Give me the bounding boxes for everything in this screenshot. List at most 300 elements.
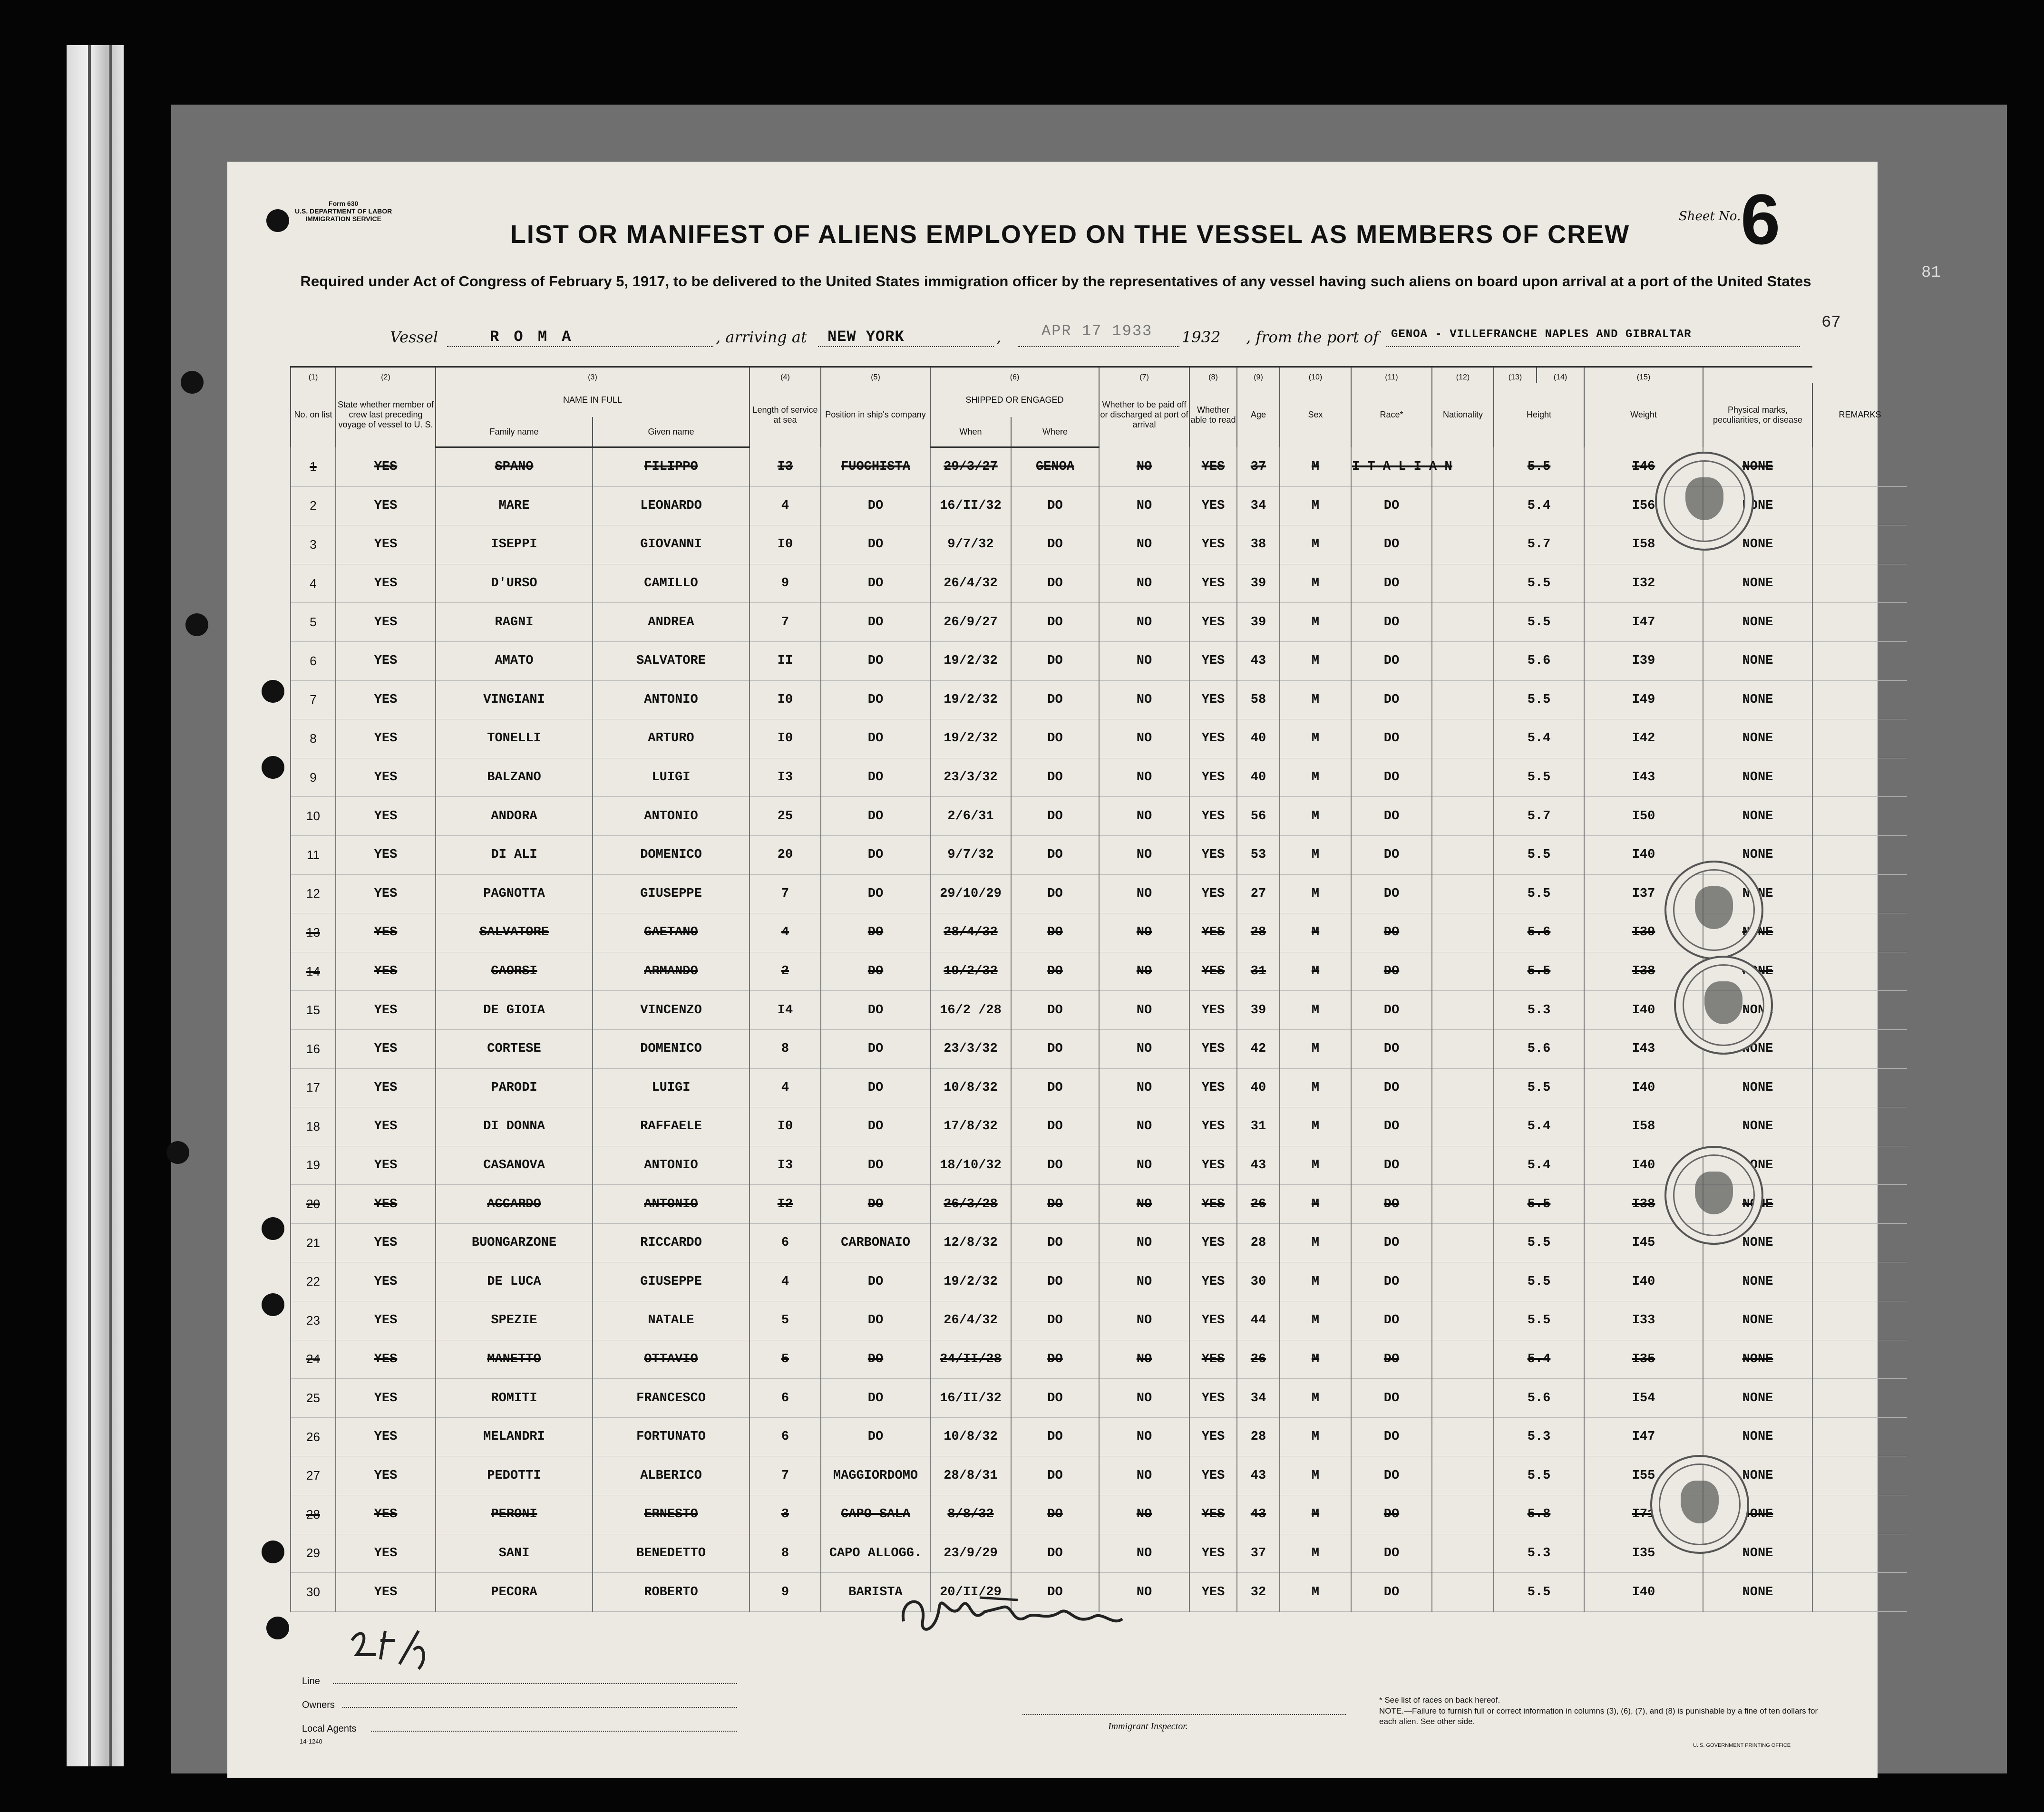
cell-height: 5.5 [1494,1301,1584,1340]
date-separator: , [996,328,1002,346]
cell-given-name: SALVATORE [593,641,749,680]
cell-paid-off: NO [1099,797,1189,836]
cell-length-of-service: I0 [749,719,821,758]
cell-given-name: GIUSEPPE [593,874,749,913]
cell-nationality [1432,1534,1494,1573]
cell-race: I T A L I A N [1351,447,1432,487]
cell-paid-off: NO [1099,719,1189,758]
cell-physical-marks: NONE [1703,1495,1812,1534]
cell-previous-voyage: YES [336,1534,436,1573]
cell-shipped-when: 16/2 /28 [930,991,1011,1030]
punch-hole [262,680,284,703]
cell-shipped-when: 9/7/32 [930,835,1011,874]
header-height: Height [1494,383,1584,447]
cell-nationality [1432,1146,1494,1185]
cell-shipped-when: 26/9/27 [930,603,1011,642]
cell-family-name: AMATO [436,641,593,680]
cell-list-number: 10 [291,797,336,836]
cell-paid-off: NO [1099,1223,1189,1262]
cell-position: DO [821,991,930,1030]
cell-race: DO [1351,1379,1432,1418]
cell-previous-voyage: YES [336,1068,436,1107]
header-age: Age [1237,383,1280,447]
cell-age: 43 [1237,641,1280,680]
col-num-14: (14) [1537,367,1584,383]
cell-given-name: ARTURO [593,719,749,758]
cell-shipped-when: 19/2/32 [930,1262,1011,1301]
cell-list-number: 4 [291,564,336,603]
cell-shipped-where: DO [1011,1417,1099,1456]
cell-given-name: ANTONIO [593,1185,749,1224]
cell-remarks [1812,952,1907,991]
punch-hole [266,209,289,232]
cell-family-name: MARE [436,486,593,525]
cell-race: DO [1351,525,1432,564]
cell-list-number: 8 [291,719,336,758]
cell-physical-marks: NONE [1703,1146,1812,1185]
cell-paid-off: NO [1099,952,1189,991]
cell-length-of-service: 6 [749,1417,821,1456]
cell-previous-voyage: YES [336,525,436,564]
cell-race: DO [1351,641,1432,680]
cell-weight: I32 [1584,564,1703,603]
cell-given-name: ANTONIO [593,680,749,719]
cell-physical-marks: NONE [1703,564,1812,603]
cell-shipped-when: 16/II/32 [930,486,1011,525]
cell-shipped-when: 23/3/32 [930,1029,1011,1068]
table-row [291,525,1907,564]
cell-able-to-read: YES [1189,1573,1237,1612]
cell-sex: M [1280,680,1351,719]
cell-able-to-read: YES [1189,1534,1237,1573]
cell-weight: I39 [1584,641,1703,680]
cell-position: DO [821,874,930,913]
cell-position: DO [821,1146,930,1185]
cell-weight: I40 [1584,991,1703,1030]
cell-previous-voyage: YES [336,719,436,758]
cell-previous-voyage: YES [336,1573,436,1612]
cell-paid-off: NO [1099,564,1189,603]
cell-previous-voyage: YES [336,1495,436,1534]
cell-physical-marks: NONE [1703,952,1812,991]
cell-previous-voyage: YES [336,952,436,991]
cell-family-name: DI DONNA [436,1107,593,1146]
cell-given-name: RICCARDO [593,1223,749,1262]
cell-race: DO [1351,1340,1432,1379]
cell-position: MAGGIORDOMO [821,1456,930,1495]
cell-nationality [1432,1068,1494,1107]
cell-shipped-when: 26/4/32 [930,564,1011,603]
table-row [291,1301,1907,1340]
departure-ports: GENOA - VILLEFRANCHE NAPLES AND GIBRALTAR [1391,328,1692,341]
cell-race: DO [1351,758,1432,797]
cell-shipped-where: DO [1011,1068,1099,1107]
owners-dotted [342,1707,737,1708]
cell-race: DO [1351,1029,1432,1068]
cell-sex: M [1280,1262,1351,1301]
cell-list-number: 28 [291,1495,336,1534]
cell-shipped-where: DO [1011,525,1099,564]
cell-physical-marks: NONE [1703,641,1812,680]
cell-family-name: CAORSI [436,952,593,991]
cell-physical-marks: NONE [1703,486,1812,525]
cell-paid-off: NO [1099,1262,1189,1301]
cell-height: 5.5 [1494,835,1584,874]
cell-nationality [1432,525,1494,564]
cell-family-name: ISEPPI [436,525,593,564]
cell-age: 44 [1237,1301,1280,1340]
cell-length-of-service: 25 [749,797,821,836]
cell-nationality [1432,719,1494,758]
cell-nationality [1432,1107,1494,1146]
header-previous-voyage: State whether member of crew last preceding voyage of vessel to U. S. [336,383,436,447]
cell-age: 28 [1237,913,1280,952]
cell-race: DO [1351,1534,1432,1573]
cell-family-name: SALVATORE [436,913,593,952]
table-row [291,1146,1907,1185]
cell-race: DO [1351,1262,1432,1301]
cell-remarks [1812,1223,1907,1262]
cell-previous-voyage: YES [336,1417,436,1456]
cell-height: 5.4 [1494,1340,1584,1379]
cell-race: DO [1351,991,1432,1030]
cell-shipped-when: 9/7/32 [930,525,1011,564]
cell-given-name: VINCENZO [593,991,749,1030]
cell-remarks [1812,1573,1907,1612]
cell-remarks [1812,1185,1907,1224]
cell-nationality [1432,1301,1494,1340]
cell-height: 5.4 [1494,719,1584,758]
cell-shipped-where: DO [1011,797,1099,836]
cell-previous-voyage: YES [336,486,436,525]
cell-sex: M [1280,564,1351,603]
cell-position: DO [821,486,930,525]
cell-shipped-where: DO [1011,1573,1099,1612]
cell-weight: I47 [1584,1417,1703,1456]
cell-family-name: SPANO [436,447,593,487]
cell-family-name: PAGNOTTA [436,874,593,913]
cell-given-name: ANDREA [593,603,749,642]
cell-sex: M [1280,1573,1351,1612]
cell-able-to-read: YES [1189,1029,1237,1068]
cell-given-name: OTTAVIO [593,1340,749,1379]
cell-race: DO [1351,1068,1432,1107]
cell-race: DO [1351,603,1432,642]
line-count-handwriting [342,1621,438,1678]
cell-sex: M [1280,1301,1351,1340]
line-dotted [333,1683,737,1684]
cell-weight: I38 [1584,1185,1703,1224]
cell-position: DO [821,1068,930,1107]
cell-position: DO [821,952,930,991]
cell-previous-voyage: YES [336,797,436,836]
cell-previous-voyage: YES [336,447,436,487]
cell-sex: M [1280,991,1351,1030]
cell-age: 40 [1237,1068,1280,1107]
cell-length-of-service: II [749,641,821,680]
cell-height: 5.5 [1494,447,1584,487]
cell-position: DO [821,1301,930,1340]
cell-length-of-service: 7 [749,1456,821,1495]
cell-nationality [1432,1262,1494,1301]
cell-family-name: D'URSO [436,564,593,603]
cell-shipped-when: 23/3/32 [930,758,1011,797]
vessel-name: R O M A [490,328,574,346]
cell-nationality [1432,1573,1494,1612]
cell-position: CARBONAIO [821,1223,930,1262]
cell-age: 37 [1237,447,1280,487]
cell-given-name: ANTONIO [593,1146,749,1185]
cell-sex: M [1280,835,1351,874]
cell-remarks [1812,1107,1907,1146]
cell-shipped-when: 2/6/31 [930,797,1011,836]
cell-previous-voyage: YES [336,1262,436,1301]
cell-race: DO [1351,952,1432,991]
crew-rows [291,447,1907,1612]
cell-family-name: DE GIOIA [436,991,593,1030]
cell-remarks [1812,1456,1907,1495]
cell-shipped-where: DO [1011,603,1099,642]
cell-age: 37 [1237,1534,1280,1573]
cell-physical-marks: NONE [1703,1223,1812,1262]
cell-given-name: DOMENICO [593,835,749,874]
cell-weight: I47 [1584,603,1703,642]
cell-position: DO [821,680,930,719]
cell-physical-marks: NONE [1703,1029,1812,1068]
cell-physical-marks: NONE [1703,758,1812,797]
cell-nationality [1432,913,1494,952]
eagle-emblem-icon [1695,1172,1733,1214]
cell-previous-voyage: YES [336,603,436,642]
sheet-number: 6 [1741,179,1781,259]
cell-nationality [1432,1417,1494,1456]
consulate-seal [1664,861,1763,959]
cell-sex: M [1280,1223,1351,1262]
cell-physical-marks: NONE [1703,874,1812,913]
cell-weight: I40 [1584,1573,1703,1612]
cell-shipped-when: 10/8/32 [930,1417,1011,1456]
cell-weight: I71 [1584,1495,1703,1534]
cell-list-number: 17 [291,1068,336,1107]
cell-age: 39 [1237,564,1280,603]
cell-position: BARISTA [821,1573,930,1612]
cell-weight: I42 [1584,719,1703,758]
cell-sex: M [1280,1107,1351,1146]
table-row [291,913,1907,952]
cell-sex: M [1280,641,1351,680]
cell-height: 5.5 [1494,603,1584,642]
cell-position: CAPO ALLOGG. [821,1534,930,1573]
table-row [291,719,1907,758]
cell-previous-voyage: YES [336,564,436,603]
races-note: * See list of races on back hereof. [1379,1696,1500,1705]
penalty-note: NOTE.—Failure to furnish full or correct information in columns (3), (6), (7), and (8) is punishable by a fine of ten dollars for each alien. See other side. [1379,1706,1818,1726]
cell-position: DO [821,719,930,758]
cell-shipped-when: 19/2/32 [930,641,1011,680]
cell-race: DO [1351,1495,1432,1534]
cell-sex: M [1280,1495,1351,1534]
cell-family-name: RAGNI [436,603,593,642]
table-row [291,1534,1907,1573]
cell-age: 26 [1237,1340,1280,1379]
cell-sex: M [1280,603,1351,642]
cell-race: DO [1351,913,1432,952]
cell-sex: M [1280,1185,1351,1224]
cell-weight: I38 [1584,952,1703,991]
cell-list-number: 11 [291,835,336,874]
cell-sex: M [1280,952,1351,991]
cell-given-name: ERNESTO [593,1495,749,1534]
cell-physical-marks: NONE [1703,719,1812,758]
cell-remarks [1812,719,1907,758]
cell-sex: M [1280,1379,1351,1418]
cell-shipped-where: DO [1011,1495,1099,1534]
cell-family-name: MANETTO [436,1340,593,1379]
cell-nationality [1432,1029,1494,1068]
header-family-name: Family name [436,417,593,447]
cell-length-of-service: I3 [749,1146,821,1185]
cell-weight: I39 [1584,913,1703,952]
cell-height: 5.6 [1494,913,1584,952]
cell-family-name: CASANOVA [436,1146,593,1185]
arrival-port: NEW YORK [827,328,905,346]
cell-race: DO [1351,1573,1432,1612]
cell-race: DO [1351,1185,1432,1224]
table-row [291,797,1907,836]
cell-weight: I40 [1584,1068,1703,1107]
cell-nationality [1432,874,1494,913]
header-paid-off: Whether to be paid off or discharged at port of arrival [1099,383,1189,447]
cell-paid-off: NO [1099,835,1189,874]
header-race: Race* [1351,383,1432,447]
cell-list-number: 22 [291,1262,336,1301]
from-port-label: , from the port of [1246,328,1379,346]
cell-length-of-service: 9 [749,1573,821,1612]
cell-length-of-service: 3 [749,1495,821,1534]
cell-weight: I46 [1584,447,1703,487]
binder-rail-right [109,45,112,1766]
cell-given-name: GAETANO [593,913,749,952]
arrival-year: 1932 [1182,328,1221,346]
cell-weight: I43 [1584,758,1703,797]
cell-race: DO [1351,1107,1432,1146]
cell-physical-marks: NONE [1703,1417,1812,1456]
cell-family-name: CORTESE [436,1029,593,1068]
cell-race: DO [1351,797,1432,836]
col-num-9: (9) [1237,367,1280,383]
cell-previous-voyage: YES [336,874,436,913]
cell-height: 5.5 [1494,1185,1584,1224]
arriving-label: , arriving at [716,328,807,346]
department-name: U.S. DEPARTMENT OF LABOR [295,207,392,215]
table-row [291,991,1907,1030]
cell-length-of-service: 8 [749,1534,821,1573]
cell-age: 34 [1237,1379,1280,1418]
cell-shipped-where: DO [1011,1146,1099,1185]
crew-manifest-table [290,366,1907,1612]
col-num-15: (15) [1584,367,1703,383]
cell-shipped-where: DO [1011,641,1099,680]
cell-race: DO [1351,1223,1432,1262]
cell-length-of-service: 6 [749,1379,821,1418]
cell-length-of-service: 7 [749,874,821,913]
cell-sex: M [1280,913,1351,952]
local-agents-dotted [371,1731,737,1732]
cell-nationality [1432,1223,1494,1262]
cell-able-to-read: YES [1189,797,1237,836]
cell-able-to-read: YES [1189,758,1237,797]
cell-paid-off: NO [1099,1301,1189,1340]
cell-able-to-read: YES [1189,603,1237,642]
cell-height: 5.3 [1494,1417,1584,1456]
local-agents-label: Local Agents [302,1724,357,1734]
cell-paid-off: NO [1099,1068,1189,1107]
cell-shipped-when: 10/8/32 [930,1068,1011,1107]
form-department-block [295,200,392,223]
cell-given-name: ROBERTO [593,1573,749,1612]
cell-weight: I33 [1584,1301,1703,1340]
cell-position: DO [821,1340,930,1379]
cell-able-to-read: YES [1189,952,1237,991]
col-num-7: (7) [1099,367,1189,383]
cell-sex: M [1280,1029,1351,1068]
cell-height: 5.5 [1494,564,1584,603]
cell-age: 40 [1237,758,1280,797]
cell-list-number: 26 [291,1417,336,1456]
cell-age: 28 [1237,1223,1280,1262]
header-able-to-read: Whether able to read [1189,383,1237,447]
cell-age: 56 [1237,797,1280,836]
cell-race: DO [1351,874,1432,913]
cell-able-to-read: YES [1189,1301,1237,1340]
cell-race: DO [1351,1146,1432,1185]
cell-given-name: CAMILLO [593,564,749,603]
cell-race: DO [1351,486,1432,525]
cell-list-number: 12 [291,874,336,913]
cell-able-to-read: YES [1189,1223,1237,1262]
cell-height: 5.4 [1494,1146,1584,1185]
cell-remarks [1812,835,1907,874]
header-where: Where [1011,417,1099,447]
cell-height: 5.3 [1494,1534,1584,1573]
cell-given-name: ARMANDO [593,952,749,991]
cell-physical-marks: NONE [1703,1573,1812,1612]
cell-shipped-when: 29/10/29 [930,874,1011,913]
table-row [291,1379,1907,1418]
cell-position: FUOCHISTA [821,447,930,487]
cell-given-name: LEONARDO [593,486,749,525]
cell-able-to-read: YES [1189,1340,1237,1379]
cell-able-to-read: YES [1189,1107,1237,1146]
cell-able-to-read: YES [1189,525,1237,564]
cell-list-number: 5 [291,603,336,642]
cell-physical-marks: NONE [1703,525,1812,564]
consulate-seal [1664,1146,1763,1245]
cell-weight: I40 [1584,1146,1703,1185]
form-number: Form 630 [329,200,359,207]
cell-sex: M [1280,1534,1351,1573]
cell-paid-off: NO [1099,1379,1189,1418]
table-row [291,1068,1907,1107]
cell-paid-off: NO [1099,1495,1189,1534]
cell-height: 5.5 [1494,874,1584,913]
table-row [291,641,1907,680]
cell-position: DO [821,913,930,952]
cell-remarks [1812,1301,1907,1340]
cell-family-name: SANI [436,1534,593,1573]
cell-family-name: MELANDRI [436,1417,593,1456]
cell-paid-off: NO [1099,1029,1189,1068]
